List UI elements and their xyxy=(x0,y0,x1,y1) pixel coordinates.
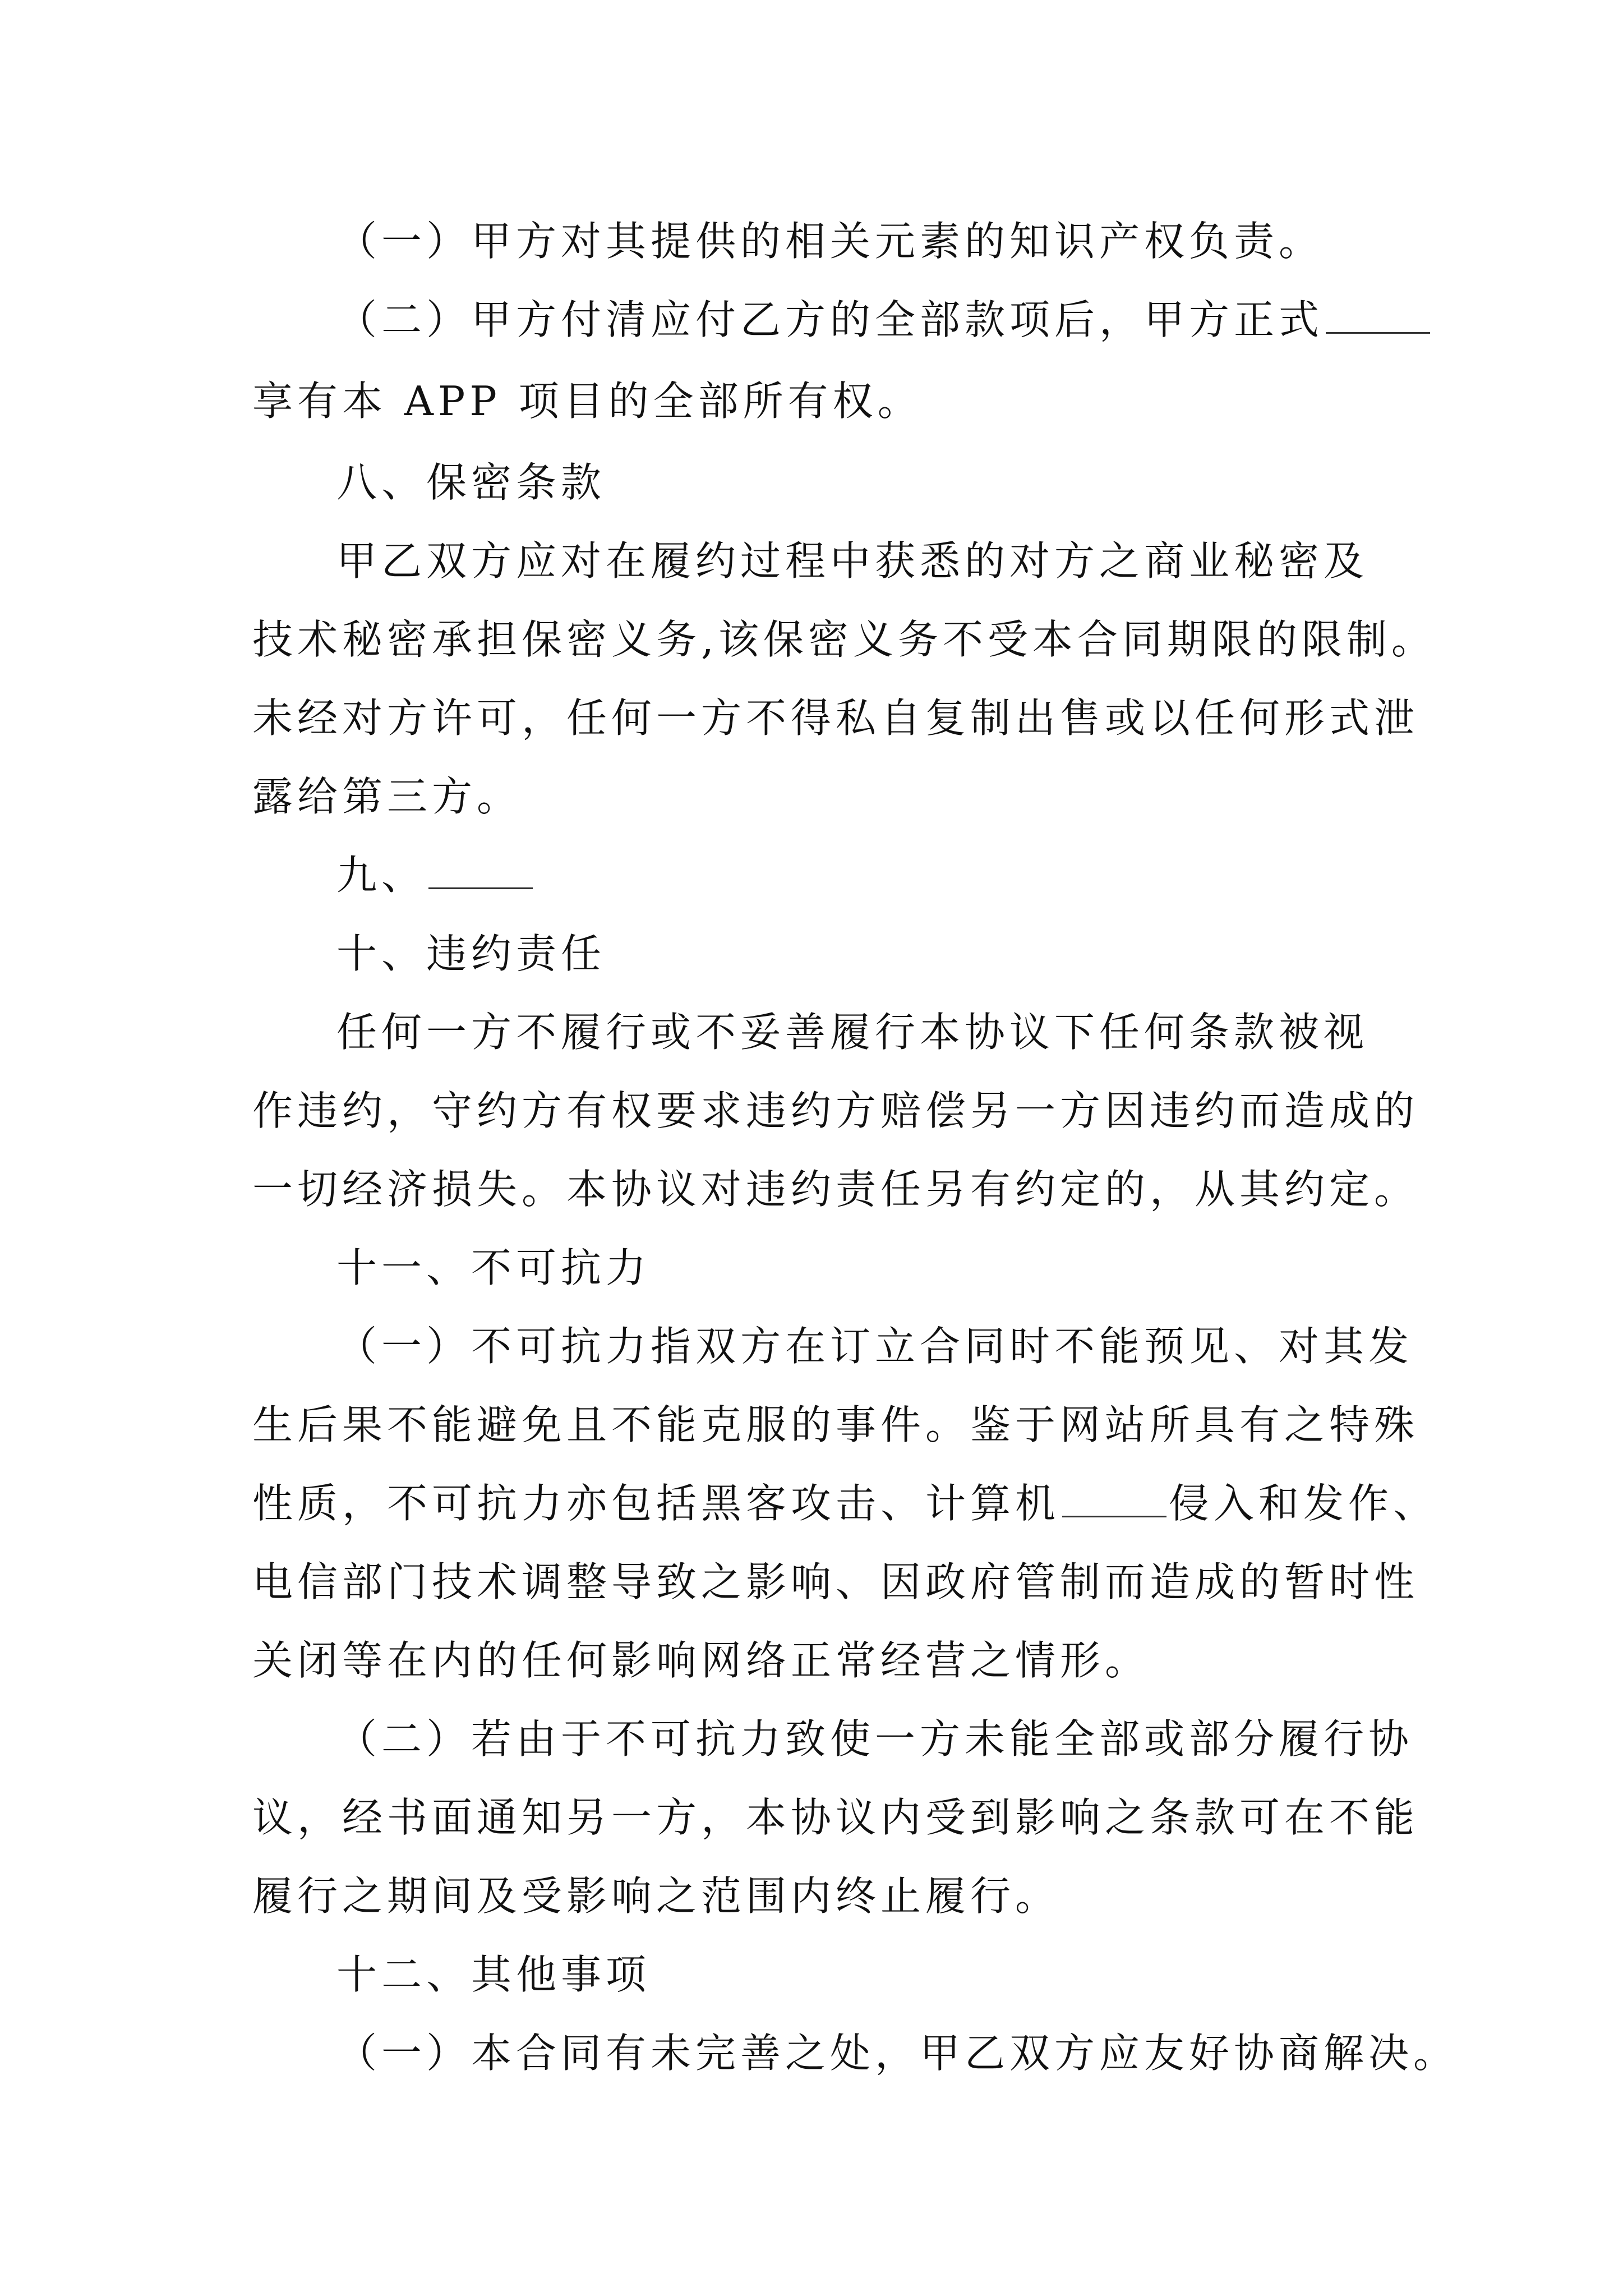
section-heading xyxy=(336,1240,1486,1296)
line-text: 生后果不能避免且不能克服的事件。鉴于网站所具有之特殊 xyxy=(252,1401,1419,1448)
section-heading xyxy=(336,1947,1486,2003)
paragraph-line xyxy=(336,1711,1486,1767)
paragraph-line xyxy=(336,292,1486,348)
heading-text: 十二、其他事项 xyxy=(336,1951,651,1998)
line-text: 一切经济损失。本协议对违约责任另有约定的，从其约定。 xyxy=(252,1166,1419,1213)
heading-text: 十、违约责任 xyxy=(336,930,606,977)
paragraph-line xyxy=(252,611,1436,668)
paragraph-line xyxy=(252,1632,1402,1688)
line-text: 任何一方不履行或不妥善履行本协议下任何条款被视 xyxy=(336,1009,1369,1056)
line-text: 履行之期间及受影响之范围内终止履行。 xyxy=(252,1872,1061,1920)
line-text: 议，经书面通知另一方，本协议内受到影响之条款可在不能 xyxy=(252,1794,1419,1841)
paragraph-line xyxy=(252,769,1402,825)
paragraph-line xyxy=(252,1083,1419,1139)
paragraph-line xyxy=(252,1161,1419,1217)
paragraph-line xyxy=(252,1475,1438,1531)
paragraph-line xyxy=(336,213,1486,269)
paragraph-line xyxy=(252,690,1419,746)
line-text: 关闭等在内的任何影响网络正常经营之情形。 xyxy=(252,1637,1150,1684)
line-text: 露给第三方。 xyxy=(252,773,522,820)
paragraph-line xyxy=(336,533,1486,589)
line-text: （二）甲方付清应付乙方的全部款项后，甲方正式 xyxy=(336,296,1324,343)
heading-text: 十一、不可抗力 xyxy=(336,1244,651,1291)
paragraph-line xyxy=(252,1789,1419,1846)
line-text: 作违约，守约方有权要求违约方赔偿另一方因违约而造成的 xyxy=(252,1087,1419,1134)
line-text: （二）若由于不可抗力致使一方未能全部或部分履行协 xyxy=(336,1715,1414,1763)
line-text: （一）本合同有未完善之处，甲乙双方应友好协商解决。 xyxy=(336,2030,1459,2077)
paragraph-line xyxy=(252,1554,1419,1610)
paragraph-line xyxy=(252,1397,1419,1453)
line-text: 技术秘密承担保密义务,该保密义务不受本合同期限的限制。 xyxy=(252,616,1436,663)
line-text-continued: 侵入和发作、 xyxy=(1169,1480,1438,1527)
line-text: 未经对方许可，任何一方不得私自复制出售或以任何形式泄 xyxy=(252,694,1419,742)
fill-in-blank xyxy=(1326,332,1430,334)
section-heading xyxy=(336,926,1486,982)
line-text: （一）不可抗力指双方在订立合同时不能预见、对其发 xyxy=(336,1323,1414,1370)
paragraph-line xyxy=(252,1868,1402,1924)
fill-in-blank xyxy=(1062,1515,1166,1517)
line-text: 电信部门技术调整导致之影响、因政府管制而造成的暂时性 xyxy=(252,1558,1419,1605)
line-text: 性质，不可抗力亦包括黑客攻击、计算机 xyxy=(252,1480,1061,1527)
line-text: 享有本 APP 项目的全部所有权。 xyxy=(252,378,923,425)
paragraph-line xyxy=(336,1318,1486,1374)
heading-text: 九、 xyxy=(336,852,427,899)
heading-text: 八、保密条款 xyxy=(336,459,606,506)
section-heading xyxy=(336,847,1486,903)
paragraph-line xyxy=(252,373,1402,429)
line-text: （一）甲方对其提供的相关元素的知识产权负责。 xyxy=(336,218,1324,265)
section-heading xyxy=(336,454,1486,510)
paragraph-line xyxy=(336,2025,1486,2081)
line-text: 甲乙双方应对在履约过程中获悉的对方之商业秘密及 xyxy=(336,537,1369,585)
paragraph-line xyxy=(336,1004,1486,1060)
fill-in-blank xyxy=(428,887,533,889)
